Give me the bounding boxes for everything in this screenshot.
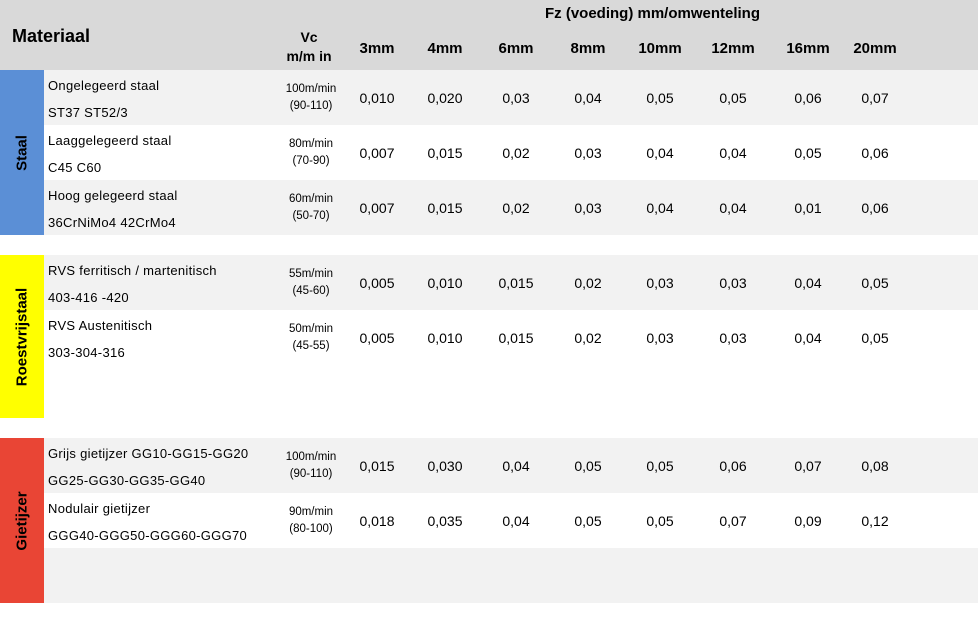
feed-value: 0,030 bbox=[427, 458, 463, 474]
feed-value: 0,005 bbox=[359, 330, 395, 346]
feed-value: 0,04 bbox=[574, 90, 602, 106]
feed-value: 0,04 bbox=[646, 200, 674, 216]
table-header bbox=[0, 0, 978, 70]
column-header: 6mm bbox=[498, 40, 534, 57]
feed-value: 0,015 bbox=[427, 145, 463, 161]
feed-value: 0,05 bbox=[646, 513, 674, 529]
feed-value: 0,03 bbox=[574, 200, 602, 216]
feed-value: 0,05 bbox=[719, 90, 747, 106]
material-name: RVS ferritisch / martenitisch bbox=[48, 263, 217, 278]
feed-value: 0,015 bbox=[359, 458, 395, 474]
material-grades: GG25-GG30-GG35-GG40 bbox=[48, 473, 206, 488]
feed-value: 0,04 bbox=[794, 275, 822, 291]
feed-value: 0,09 bbox=[794, 513, 822, 529]
cutting-speed: 80m/min bbox=[288, 138, 334, 150]
feed-value: 0,06 bbox=[861, 200, 889, 216]
feed-value: 0,007 bbox=[359, 145, 395, 161]
category-bar bbox=[0, 70, 44, 235]
material-grades: 36CrNiMo4 42CrMo4 bbox=[48, 215, 176, 230]
feed-value: 0,03 bbox=[646, 330, 674, 346]
feed-value: 0,020 bbox=[427, 90, 463, 106]
cutting-speed-range: (70-90) bbox=[292, 155, 330, 167]
cutting-speed: 50m/min bbox=[288, 323, 334, 335]
feed-value: 0,04 bbox=[719, 145, 747, 161]
feed-value: 0,03 bbox=[719, 330, 747, 346]
material-heading: Materiaal bbox=[12, 26, 91, 46]
column-header: 8mm bbox=[570, 40, 606, 57]
category-label: Roestvrijstaal bbox=[13, 287, 31, 386]
column-header: 20mm bbox=[853, 40, 897, 57]
feed-value: 0,03 bbox=[646, 275, 674, 291]
feed-value: 0,03 bbox=[574, 145, 602, 161]
material-name: Laaggelegeerd staal bbox=[48, 133, 172, 148]
feed-value: 0,05 bbox=[646, 90, 674, 106]
feed-value: 0,05 bbox=[861, 275, 889, 291]
cutting-speed: 100m/min bbox=[285, 451, 337, 463]
material-name: Hoog gelegeerd staal bbox=[48, 188, 178, 203]
cutting-speed-range: (80-100) bbox=[289, 523, 333, 535]
material-name: RVS Austenitisch bbox=[48, 318, 153, 333]
feed-value: 0,05 bbox=[646, 458, 674, 474]
feed-value: 0,010 bbox=[427, 275, 463, 291]
category-label: Staal bbox=[13, 134, 31, 171]
cutting-speed: 55m/min bbox=[288, 268, 334, 280]
feed-value: 0,05 bbox=[861, 330, 889, 346]
feed-value: 0,03 bbox=[719, 275, 747, 291]
feed-value: 0,07 bbox=[861, 90, 889, 106]
feed-value: 0,02 bbox=[502, 200, 530, 216]
feed-value: 0,05 bbox=[574, 458, 602, 474]
feed-value: 0,010 bbox=[427, 330, 463, 346]
feed-value: 0,05 bbox=[574, 513, 602, 529]
vc-unit: m/m in bbox=[286, 48, 332, 64]
feed-value: 0,08 bbox=[861, 458, 889, 474]
category-bar bbox=[0, 255, 44, 418]
material-grades: C45 C60 bbox=[48, 160, 102, 175]
material-grades: 303-304-316 bbox=[48, 345, 126, 360]
cutting-speed-range: (45-55) bbox=[292, 340, 330, 352]
feed-value: 0,015 bbox=[498, 275, 534, 291]
feed-value: 0,02 bbox=[574, 275, 602, 291]
feed-value: 0,12 bbox=[861, 513, 889, 529]
feed-value: 0,07 bbox=[794, 458, 822, 474]
feed-value: 0,015 bbox=[427, 200, 463, 216]
feed-value: 0,04 bbox=[719, 200, 747, 216]
feed-heading: Fz (voeding) mm/omwenteling bbox=[545, 5, 761, 22]
feed-value: 0,06 bbox=[861, 145, 889, 161]
material-name: Grijs gietijzer GG10-GG15-GG20 bbox=[48, 446, 249, 461]
feed-value: 0,007 bbox=[359, 200, 395, 216]
feed-value: 0,015 bbox=[498, 330, 534, 346]
feed-value: 0,02 bbox=[502, 145, 530, 161]
feed-value: 0,06 bbox=[794, 90, 822, 106]
feed-value: 0,07 bbox=[719, 513, 747, 529]
feed-value: 0,010 bbox=[359, 90, 395, 106]
feed-value: 0,05 bbox=[794, 145, 822, 161]
cutting-speed-range: (90-110) bbox=[289, 100, 333, 112]
feed-value: 0,04 bbox=[646, 145, 674, 161]
feed-value: 0,04 bbox=[794, 330, 822, 346]
column-header: 10mm bbox=[638, 40, 682, 57]
feed-value: 0,03 bbox=[502, 90, 530, 106]
feed-value: 0,04 bbox=[502, 513, 530, 529]
material-name: Nodulair gietijzer bbox=[48, 501, 151, 516]
empty-row bbox=[44, 548, 978, 603]
column-header: 16mm bbox=[786, 40, 830, 57]
column-header: 12mm bbox=[711, 40, 755, 57]
category-label: Gietijzer bbox=[13, 490, 31, 551]
material-name: Ongelegeerd staal bbox=[48, 78, 160, 93]
empty-row bbox=[44, 365, 978, 418]
cutting-speed: 60m/min bbox=[288, 193, 334, 205]
column-header: 4mm bbox=[427, 40, 463, 57]
feed-value: 0,02 bbox=[574, 330, 602, 346]
column-header: 3mm bbox=[359, 40, 395, 57]
feed-value: 0,06 bbox=[719, 458, 747, 474]
material-grades: 403-416 -420 bbox=[48, 290, 129, 305]
cutting-speed: 100m/min bbox=[285, 83, 337, 95]
feed-value: 0,005 bbox=[359, 275, 395, 291]
feed-value: 0,035 bbox=[427, 513, 463, 529]
vc-heading: Vc bbox=[300, 29, 318, 45]
cutting-speed-range: (45-60) bbox=[292, 285, 330, 297]
cutting-speed-range: (90-110) bbox=[289, 468, 333, 480]
cutting-speed-range: (50-70) bbox=[292, 210, 330, 222]
feed-value: 0,018 bbox=[359, 513, 395, 529]
cutting-speed: 90m/min bbox=[288, 506, 334, 518]
category-bar bbox=[0, 438, 44, 603]
material-grades: GGG40-GGG50-GGG60-GGG70 bbox=[48, 528, 248, 543]
feed-value: 0,04 bbox=[502, 458, 530, 474]
material-grades: ST37 ST52/3 bbox=[48, 105, 128, 120]
feed-value: 0,01 bbox=[794, 200, 822, 216]
